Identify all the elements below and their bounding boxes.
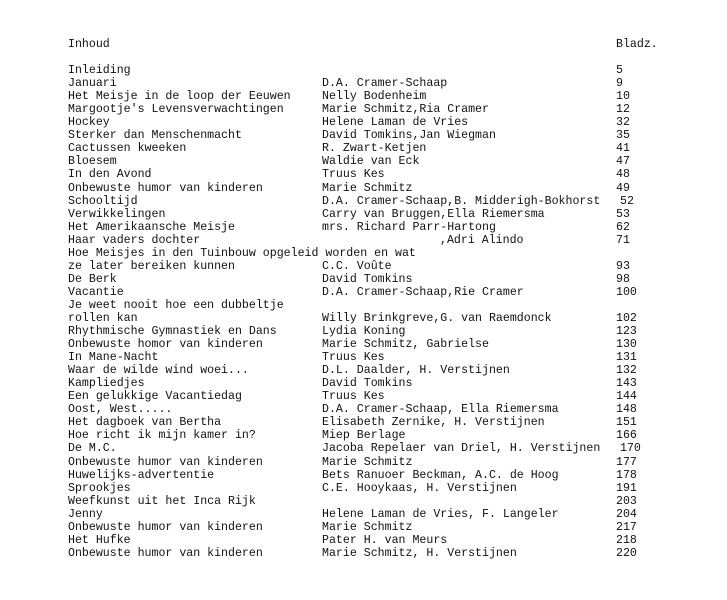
toc-header-row (68, 38, 713, 51)
toc-entry-page-number: 10 (616, 90, 630, 104)
toc-entry-title: Kampliedjes (68, 377, 145, 391)
toc-entry-title: Het Meisje in de loop der Eeuwen (68, 90, 291, 104)
toc-entry-row[interactable] (68, 247, 713, 260)
toc-entry-title: Haar vaders dochter (68, 233, 201, 247)
toc-entry-page-number: 131 (616, 351, 637, 365)
toc-header-left: Inhoud (68, 38, 110, 51)
toc-entry-page-number: 5 (616, 64, 623, 78)
toc-entry-author: Pater H. van Meurs (322, 533, 448, 547)
toc-entry-page-number: 41 (616, 142, 630, 156)
toc-entry-page-number: 47 (616, 155, 630, 169)
toc-entry-author: Marie Schmitz, H. Verstijnen (322, 546, 517, 560)
toc-entry-row[interactable] (68, 377, 713, 390)
toc-entry-author: Miep Berlage (322, 429, 406, 443)
toc-entry-page-number: 170 (620, 442, 641, 456)
toc-entry-title: Een gelukkige Vacantiedag (68, 390, 242, 404)
toc-entry-author: David Tomkins (322, 377, 413, 391)
toc-entry-title: Huwelijks-advertentie (68, 468, 215, 482)
toc-entry-title: Schooltijd (68, 194, 138, 208)
toc-entry-page-number: 32 (616, 116, 630, 130)
toc-entry-title: Januari (68, 77, 117, 91)
toc-entry-page-number: 217 (616, 520, 637, 534)
toc-entry-title: Bloesem (68, 155, 117, 169)
toc-entry-row[interactable] (68, 325, 713, 338)
toc-entry-title: Waar de wilde wind woei... (68, 364, 249, 378)
toc-entry-author: Carry van Bruggen,Ella Riemersma (322, 207, 545, 221)
toc-entry-page-number: 143 (616, 377, 637, 391)
toc-entry-title: Rhythmische Gymnastiek en Dans (68, 325, 277, 339)
toc-entry-author: mrs. Richard Parr-Hartong (322, 220, 496, 234)
toc-entry-author: Marie Schmitz (322, 455, 413, 469)
toc-entry-row[interactable] (68, 155, 713, 168)
toc-entry-author: Marie Schmitz (322, 520, 413, 534)
toc-entry-title: Je weet nooit hoe een dubbeltje (68, 298, 284, 312)
toc-entry-row[interactable] (68, 116, 713, 129)
toc-entry-row[interactable] (68, 338, 713, 351)
toc-entry-page-number: 35 (616, 129, 630, 143)
toc-entry-title: Sprookjes (68, 481, 131, 495)
toc-entry-row[interactable] (68, 351, 713, 364)
toc-entry-page-number: 49 (616, 181, 630, 195)
toc-entry-row[interactable] (68, 547, 713, 560)
toc-entry-title: Verwikkelingen (68, 207, 166, 221)
toc-entry-author: R. Zwart-Ketjen (322, 142, 427, 156)
toc-entry-title: De M.C. (68, 442, 117, 456)
toc-entry-page-number: 203 (616, 494, 637, 508)
toc-entry-author: D.A. Cramer-Schaap, Ella Riemersma (322, 403, 559, 417)
toc-entry-author: Jacoba Repelaer van Driel, H. Verstijnen (322, 442, 601, 456)
toc-entry-row[interactable] (68, 390, 713, 403)
toc-entry-title: Hoe richt ik mijn kamer in? (68, 429, 256, 443)
toc-entry-row[interactable] (68, 521, 713, 534)
toc-entry-title: Onbewuste homor van kinderen (68, 338, 263, 352)
toc-entry-page-number: 9 (616, 77, 623, 91)
toc-entry-author: Marie Schmitz (322, 181, 413, 195)
toc-entry-row[interactable] (68, 469, 713, 482)
toc-entry-row[interactable] (68, 64, 713, 77)
toc-entry-author: D.L. Daalder, H. Verstijnen (322, 364, 510, 378)
toc-entry-author: David Tomkins (322, 272, 413, 286)
toc-entry-page-number: 178 (616, 468, 637, 482)
toc-entry-row[interactable] (68, 77, 713, 90)
toc-entry-page-number: 53 (616, 207, 630, 221)
toc-entry-title: Cactussen kweeken (68, 142, 187, 156)
toc-entry-page-number: 62 (616, 220, 630, 234)
toc-entry-title: Weefkunst uit het Inca Rijk (68, 494, 256, 508)
toc-entry-row[interactable] (68, 142, 713, 155)
toc-entry-row[interactable] (68, 312, 713, 325)
toc-entry-row[interactable] (68, 482, 713, 495)
toc-entry-row[interactable] (68, 168, 713, 181)
toc-entry-row[interactable] (68, 103, 713, 116)
toc-entry-list (68, 64, 713, 560)
toc-entry-title: Margootje's Levensverwachtingen (68, 103, 284, 117)
toc-entry-author: Truus Kes (322, 351, 385, 365)
toc-entry-page-number: 148 (616, 403, 637, 417)
toc-entry-title: Hoe Meisjes in den Tuinbouw opgeleid worden en wat (68, 246, 416, 260)
toc-entry-page-number: 151 (616, 416, 637, 430)
toc-entry-row[interactable] (68, 90, 713, 103)
toc-entry-title: In Mane-Nacht (68, 351, 159, 365)
toc-entry-author: D.A. Cramer-Schaap,Rie Cramer (322, 285, 524, 299)
table-of-contents (68, 38, 713, 560)
toc-entry-page-number: 123 (616, 325, 637, 339)
toc-entry-title: Inleiding (68, 64, 131, 78)
toc-entry-row[interactable] (68, 273, 713, 286)
toc-entry-row[interactable] (68, 234, 713, 247)
toc-entry-row[interactable] (68, 208, 713, 221)
toc-entry-page-number: 71 (616, 233, 630, 247)
toc-entry-row[interactable] (68, 495, 713, 508)
toc-entry-page-number: 48 (616, 168, 630, 182)
toc-entry-page-number: 204 (616, 507, 637, 521)
toc-entry-row[interactable] (68, 182, 713, 195)
toc-entry-author: ,Adri Alindo (440, 233, 524, 247)
toc-entry-row[interactable] (68, 286, 713, 299)
toc-entry-row[interactable] (68, 403, 713, 416)
toc-entry-page-number: 130 (616, 338, 637, 352)
toc-entry-author: Truus Kes (322, 168, 385, 182)
toc-entry-page-number: 98 (616, 272, 630, 286)
toc-entry-title: rollen kan (68, 311, 138, 325)
toc-entry-author: Nelly Bodenheim (322, 90, 427, 104)
toc-entry-row[interactable] (68, 129, 713, 142)
toc-entry-page-number: 93 (616, 259, 630, 273)
toc-entry-author: D.A. Cramer-Schaap (322, 77, 448, 91)
toc-entry-author: Bets Ranuoer Beckman, A.C. de Hoog (322, 468, 559, 482)
toc-entry-page-number: 166 (616, 429, 637, 443)
toc-entry-row[interactable] (68, 364, 713, 377)
toc-entry-title: Onbewuste humor van kinderen (68, 546, 263, 560)
toc-entry-title: ze later bereiken kunnen (68, 259, 235, 273)
toc-entry-page-number: 144 (616, 390, 637, 404)
toc-entry-title: Onbewuste humor van kinderen (68, 455, 263, 469)
toc-entry-author: Marie Schmitz,Ria Cramer (322, 103, 489, 117)
toc-entry-page-number: 218 (616, 533, 637, 547)
toc-entry-author: Helene Laman de Vries (322, 116, 469, 130)
toc-entry-author: Helene Laman de Vries, F. Langeler (322, 507, 559, 521)
toc-entry-author: Lydia Koning (322, 325, 406, 339)
toc-entry-title: Het dagboek van Bertha (68, 416, 222, 430)
toc-entry-row[interactable] (68, 299, 713, 312)
toc-entry-row[interactable] (68, 508, 713, 521)
toc-entry-page-number: 12 (616, 103, 630, 117)
toc-entry-row[interactable] (68, 429, 713, 442)
toc-entry-author: C.C. Voûte (322, 259, 392, 273)
toc-entry-title: Vacantie (68, 285, 124, 299)
toc-entry-row[interactable] (68, 416, 713, 429)
toc-entry-author: Truus Kes (322, 390, 385, 404)
toc-entry-title: Onbewuste humor van kinderen (68, 181, 263, 195)
toc-entry-title: In den Avond (68, 168, 152, 182)
header-spacer (68, 51, 713, 64)
toc-entry-title: Het Hufke (68, 533, 131, 547)
toc-entry-title: Hockey (68, 116, 110, 130)
toc-entry-page-number: 191 (616, 481, 637, 495)
toc-entry-author: C.E. Hooykaas, H. Verstijnen (322, 481, 517, 495)
toc-entry-title: De Berk (68, 272, 117, 286)
toc-entry-author: D.A. Cramer-Schaap,B. Midderigh-Bokhorst (322, 194, 601, 208)
toc-entry-author: Waldie van Eck (322, 155, 420, 169)
toc-entry-author: David Tomkins,Jan Wiegman (322, 129, 496, 143)
toc-entry-page-number: 132 (616, 364, 637, 378)
toc-entry-row[interactable] (68, 534, 713, 547)
toc-entry-page-number: 52 (620, 194, 634, 208)
toc-entry-row[interactable] (68, 221, 713, 234)
toc-entry-author: Willy Brinkgreve,G. van Raemdonck (322, 311, 552, 325)
toc-entry-page-number: 177 (616, 455, 637, 469)
toc-entry-title: Sterker dan Menschenmacht (68, 129, 242, 143)
toc-entry-title: Oost, West..... (68, 403, 173, 417)
toc-entry-page-number: 102 (616, 311, 637, 325)
toc-entry-title: Het Amerikaansche Meisje (68, 220, 235, 234)
toc-entry-title: Onbewuste humor van kinderen (68, 520, 263, 534)
toc-entry-author: Marie Schmitz, Gabrielse (322, 338, 489, 352)
toc-entry-title: Jenny (68, 507, 103, 521)
toc-entry-page-number: 100 (616, 285, 637, 299)
toc-entry-row[interactable] (68, 195, 713, 208)
toc-header-right: Bladz. (616, 38, 658, 51)
toc-entry-page-number: 220 (616, 546, 637, 560)
toc-entry-row[interactable] (68, 456, 713, 469)
toc-entry-row[interactable] (68, 442, 713, 455)
toc-entry-author: Elisabeth Zernike, H. Verstijnen (322, 416, 545, 430)
toc-entry-row[interactable] (68, 260, 713, 273)
